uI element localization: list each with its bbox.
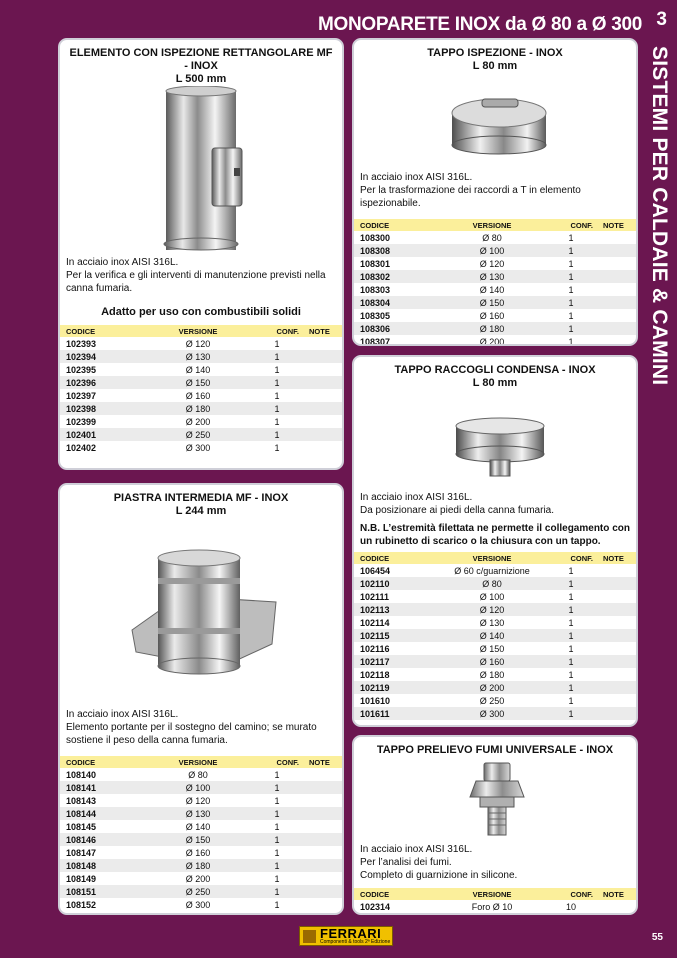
cell-codice: 108307 [360, 336, 391, 346]
col-conf: CONF. [539, 888, 597, 900]
table-row [354, 668, 636, 681]
cell-versione: Ø 100 [439, 244, 539, 257]
cell-versione: Ø 120 [479, 258, 505, 269]
cell-note [303, 872, 342, 885]
table-row [60, 337, 342, 350]
cell-note [303, 441, 342, 454]
cell-codice: 108302 [354, 270, 439, 283]
table-row [60, 389, 342, 402]
description-line: In acciaio inox AISI 316L. [360, 844, 473, 855]
cell-note [303, 781, 342, 794]
product-title [60, 485, 342, 518]
description-line: Da posizionare ai piedi della canna fumaria. [360, 505, 555, 516]
cell-note [597, 564, 636, 577]
cell-versione: Ø 140 [185, 821, 211, 832]
cell-versione: Ø 100 [145, 781, 245, 794]
cell-codice: 102118 [360, 669, 390, 680]
cell-versione: Ø 250 [479, 695, 505, 706]
table-row [354, 642, 636, 655]
product-table [354, 552, 636, 720]
cell-note [597, 707, 636, 720]
product-title-line: TAPPO RACCOGLI CONDENSA - INOX [394, 364, 596, 376]
cell-conf: 1 [245, 807, 303, 820]
cell-versione: Ø 140 [185, 364, 211, 375]
cell-conf: 1 [539, 296, 597, 309]
col-note: NOTE [303, 756, 342, 768]
cell-codice: 108145 [66, 821, 97, 832]
product-description [354, 843, 636, 882]
cell-note [303, 885, 342, 898]
table-row [60, 846, 342, 859]
table-row [60, 350, 342, 363]
table-row [60, 807, 342, 820]
col-versione: VERSIONE [439, 888, 539, 900]
cell-note [303, 833, 342, 846]
cell-versione: Ø 80 [188, 769, 208, 780]
cell-note [597, 616, 636, 629]
table-row [60, 885, 342, 898]
product-length: L 500 mm [175, 73, 227, 85]
cell-note [597, 283, 636, 296]
cell-versione: Ø 150 [439, 296, 539, 309]
cell-note [303, 350, 342, 363]
table-row [354, 616, 636, 629]
col-versione: VERSIONE [145, 756, 245, 768]
cell-note [597, 668, 636, 681]
product-image-flue-sampling-cap [354, 757, 636, 843]
cell-note [597, 244, 636, 257]
product-title [354, 357, 636, 390]
cell-conf: 1 [539, 707, 597, 720]
cell-versione: Ø 130 [145, 807, 245, 820]
cell-note [303, 428, 342, 441]
product-description [60, 256, 342, 295]
col-codice: CODICE [60, 325, 145, 337]
product-title-line: TAPPO ISPEZIONE - INOX [427, 47, 563, 59]
cell-versione: Foro Ø 10 [471, 901, 513, 912]
table-row [354, 681, 636, 694]
col-codice: CODICE [60, 756, 145, 768]
cell-versione: Ø 150 [145, 833, 245, 846]
table-row [60, 898, 342, 911]
cell-codice: 102116 [360, 643, 390, 654]
cell-conf: 1 [245, 885, 303, 898]
table-row [354, 603, 636, 616]
logo-mark-icon [303, 930, 316, 943]
table-row [354, 564, 636, 577]
cell-conf: 1 [245, 376, 303, 389]
cell-conf: 1 [274, 442, 280, 453]
cell-conf: 1 [568, 617, 574, 628]
product-card-tappo-condensa [352, 355, 638, 727]
cell-note [597, 694, 636, 707]
col-codice: CODICE [354, 888, 439, 900]
cell-conf: 1 [539, 655, 597, 668]
product-description [354, 171, 636, 210]
table-row [60, 428, 342, 441]
cell-conf: 1 [568, 232, 574, 243]
usage-note: Adatto per uso con combustibili solidi [101, 306, 301, 318]
cell-note [303, 794, 342, 807]
cell-codice: 108305 [360, 310, 391, 321]
cell-conf: 1 [539, 681, 597, 694]
table-row [60, 833, 342, 846]
product-title [354, 40, 636, 73]
cell-conf: 1 [539, 270, 597, 283]
cell-note [597, 309, 636, 322]
cell-codice: 102398 [60, 402, 145, 415]
cell-conf: 1 [568, 591, 574, 602]
col-conf: CONF. [245, 756, 303, 768]
table-row [60, 768, 342, 781]
cell-note [597, 322, 636, 335]
table-row [354, 655, 636, 668]
brand-logo [299, 926, 393, 946]
product-title [60, 40, 342, 86]
cell-note [597, 296, 636, 309]
col-note: NOTE [597, 552, 636, 564]
cell-versione: Ø 160 [185, 390, 211, 401]
cell-codice: 108149 [66, 873, 97, 884]
product-image-condensate-cap [354, 390, 636, 491]
cell-versione: Ø 180 [145, 859, 245, 872]
cell-versione: Ø 200 [185, 873, 211, 884]
cell-codice: 102119 [354, 681, 439, 694]
cell-codice: 108304 [354, 296, 439, 309]
cell-conf: 1 [274, 364, 280, 375]
cell-conf: 1 [539, 577, 597, 590]
product-table [60, 325, 342, 454]
cell-versione: Ø 180 [439, 322, 539, 335]
cell-note [597, 655, 636, 668]
cell-conf: 1 [245, 402, 303, 415]
cell-codice: 108141 [60, 781, 145, 794]
cell-codice: 102399 [66, 416, 97, 427]
page-number: 55 [651, 932, 663, 943]
cell-note [303, 402, 342, 415]
table-row [60, 820, 342, 833]
cell-codice: 108151 [60, 885, 145, 898]
product-title-line: TAPPO PRELIEVO FUMI UNIVERSALE - INOX [376, 744, 614, 756]
col-codice: CODICE [354, 552, 439, 564]
cell-codice: 102115 [354, 629, 439, 642]
table-row [354, 283, 636, 296]
col-conf: CONF. [245, 325, 303, 337]
brand-tagline: Componenti & tools 2ª Edizione [320, 939, 391, 945]
cell-versione: Ø 120 [185, 338, 211, 349]
cell-codice: 108148 [60, 859, 145, 872]
cell-versione: Ø 250 [145, 428, 245, 441]
description-line: In acciaio inox AISI 316L. [66, 257, 179, 268]
cell-versione: Ø 120 [185, 795, 211, 806]
description-line: Completo di guarnizione in silicone. [360, 870, 518, 881]
col-note: NOTE [597, 888, 636, 900]
cell-conf: 1 [568, 565, 574, 576]
cell-versione: Ø 120 [439, 603, 539, 616]
cell-note [303, 389, 342, 402]
cell-note [597, 577, 636, 590]
side-section-title: SISTEMI PER CALDAIE & CAMINI [648, 46, 671, 386]
col-note: NOTE [597, 219, 636, 231]
cell-note [597, 900, 636, 913]
cell-versione: Ø 100 [479, 591, 505, 602]
cell-versione: Ø 130 [145, 350, 245, 363]
cell-note [303, 820, 342, 833]
description-line: In acciaio inox AISI 316L. [360, 492, 473, 503]
table-row [60, 402, 342, 415]
cell-codice: 108146 [60, 833, 145, 846]
cell-versione: Ø 300 [185, 442, 211, 453]
cell-conf: 1 [568, 695, 574, 706]
cell-codice: 101610 [360, 695, 391, 706]
cell-conf: 1 [539, 244, 597, 257]
cell-note [303, 846, 342, 859]
table-row [60, 363, 342, 376]
cell-codice: 102402 [66, 442, 97, 453]
table-row [354, 231, 636, 244]
cell-note [303, 898, 342, 911]
col-versione: VERSIONE [439, 552, 539, 564]
cell-codice: 102396 [60, 376, 145, 389]
cell-note [597, 629, 636, 642]
product-card-tappo-ispezione [352, 38, 638, 346]
table-row [60, 794, 342, 807]
cell-codice: 102401 [60, 428, 145, 441]
section-number: 3 [656, 9, 667, 30]
cell-conf: 1 [245, 428, 303, 441]
table-row [60, 872, 342, 885]
table-row [60, 376, 342, 389]
cell-note [303, 415, 342, 428]
cell-note [597, 231, 636, 244]
description-line: Per la verifica e gli interventi di manutenzione previsti nella canna fumaria. [66, 270, 326, 294]
cell-conf: 1 [245, 350, 303, 363]
cell-codice: 102314 [360, 901, 391, 912]
cell-codice: 108301 [360, 258, 391, 269]
table-row [354, 577, 636, 590]
cell-codice: 102111 [360, 591, 390, 602]
table-row [354, 257, 636, 270]
table-row [354, 322, 636, 335]
cell-codice: 108144 [60, 807, 145, 820]
table-row [354, 309, 636, 322]
product-title-line: ELEMENTO CON ISPEZIONE RETTANGOLARE MF [69, 47, 333, 59]
col-codice: CODICE [354, 219, 439, 231]
table-row [354, 694, 636, 707]
description-line: In acciaio inox AISI 316L. [66, 709, 179, 720]
cell-versione: Ø 200 [479, 336, 505, 346]
cell-versione: Ø 300 [439, 707, 539, 720]
cell-conf: 1 [568, 258, 574, 269]
cell-conf: 1 [539, 629, 597, 642]
cell-versione: Ø 200 [439, 681, 539, 694]
cell-codice: 108300 [360, 232, 391, 243]
cell-note [597, 257, 636, 270]
cell-codice: 102393 [66, 338, 97, 349]
table-row [354, 707, 636, 720]
description-line: Per l’analisi dei fumi. [360, 857, 452, 868]
cell-versione: Ø 300 [185, 899, 211, 910]
cell-note [597, 270, 636, 283]
cell-conf: 1 [568, 284, 574, 295]
table-row [354, 244, 636, 257]
product-card-tappo-prelievo [352, 735, 638, 915]
table-row [354, 335, 636, 346]
description-line: Elemento portante per il sostegno del camino; se murato sostiene il peso della canna fumaria. [66, 722, 317, 746]
product-title-line: - INOX [184, 60, 218, 72]
cell-conf: 1 [568, 336, 574, 346]
cell-note [597, 335, 636, 346]
cell-conf: 1 [274, 795, 280, 806]
cell-codice: 108306 [354, 322, 439, 335]
cell-versione: Ø 180 [145, 402, 245, 415]
product-length: L 80 mm [472, 377, 518, 389]
cell-conf: 1 [245, 859, 303, 872]
cell-conf: 1 [274, 821, 280, 832]
cell-codice: 108147 [66, 847, 97, 858]
cell-codice: 102113 [354, 603, 439, 616]
cell-conf: 1 [274, 873, 280, 884]
col-versione: VERSIONE [439, 219, 539, 231]
cell-versione: Ø 160 [185, 847, 211, 858]
cell-note [597, 642, 636, 655]
cell-codice: 108303 [360, 284, 391, 295]
cell-codice: 102110 [354, 577, 439, 590]
brand-name: FERRARI [320, 926, 382, 941]
cell-conf: 1 [245, 781, 303, 794]
col-conf: CONF. [539, 552, 597, 564]
cell-versione: Ø 80 [482, 232, 502, 243]
cell-versione: Ø 130 [479, 617, 505, 628]
cell-note [303, 337, 342, 350]
product-image-support-plate [60, 518, 342, 708]
product-table [354, 888, 636, 913]
cell-conf: 1 [568, 310, 574, 321]
cell-codice: 101611 [354, 707, 439, 720]
cell-versione: Ø 80 [439, 577, 539, 590]
table-row [60, 441, 342, 454]
table-row [354, 270, 636, 283]
col-versione: VERSIONE [145, 325, 245, 337]
cell-versione: Ø 140 [439, 629, 539, 642]
cell-conf: 1 [274, 769, 280, 780]
cell-note [303, 363, 342, 376]
cell-versione: Ø 250 [145, 885, 245, 898]
cell-note [303, 376, 342, 389]
cell-versione: Ø 150 [145, 376, 245, 389]
product-title [354, 737, 636, 757]
cell-versione: Ø 200 [185, 416, 211, 427]
product-table [354, 219, 636, 346]
cell-note [597, 681, 636, 694]
cell-conf: 1 [274, 899, 280, 910]
cell-codice: 102394 [60, 350, 145, 363]
table-row [354, 296, 636, 309]
cell-conf: 1 [568, 643, 574, 654]
cell-versione: Ø 60 c/guarnizione [454, 565, 530, 576]
cell-conf: 1 [539, 322, 597, 335]
cell-codice: 102117 [354, 655, 439, 668]
table-row [354, 629, 636, 642]
cell-codice: 108143 [66, 795, 97, 806]
product-title-line: PIASTRA INTERMEDIA MF - INOX [113, 492, 289, 504]
cell-conf: 1 [568, 669, 574, 680]
product-length: L 244 mm [175, 505, 227, 517]
table-row [354, 590, 636, 603]
cell-conf: 1 [539, 603, 597, 616]
cell-conf: 1 [274, 390, 280, 401]
description-line: Per la trasformazione dei raccordi a T in elemento ispezionabile. [360, 185, 581, 209]
col-conf: CONF. [539, 219, 597, 231]
cell-note [597, 603, 636, 616]
cell-note [597, 590, 636, 603]
cell-codice: 102114 [360, 617, 390, 628]
description-line: In acciaio inox AISI 316L. [360, 172, 473, 183]
product-description [354, 491, 636, 517]
cell-conf: 10 [565, 901, 576, 912]
cell-versione: Ø 140 [479, 284, 505, 295]
product-table [60, 756, 342, 911]
cell-note [303, 859, 342, 872]
product-length: L 80 mm [472, 60, 518, 72]
cell-codice: 102397 [66, 390, 97, 401]
cell-versione: Ø 150 [479, 643, 505, 654]
product-description [60, 708, 342, 747]
cell-codice: 108308 [354, 244, 439, 257]
table-row [60, 781, 342, 794]
cell-conf: 1 [245, 833, 303, 846]
product-image-inspection-cap [354, 73, 636, 171]
table-row [354, 900, 636, 913]
cell-codice: 108152 [66, 899, 97, 910]
cell-conf: 1 [274, 416, 280, 427]
cell-codice: 108140 [66, 769, 97, 780]
table-row [60, 859, 342, 872]
cell-codice: 106454 [360, 565, 391, 576]
cell-conf: 1 [274, 338, 280, 349]
nb-note: N.B. L’estremità filettata ne permette il collegamento con un rubinetto di scarico o la chiusura con un tappo. [360, 523, 630, 547]
cell-versione: Ø 160 [439, 655, 539, 668]
cell-note [303, 768, 342, 781]
col-note: NOTE [303, 325, 342, 337]
cell-versione: Ø 180 [479, 669, 505, 680]
product-image-inspection-pipe [60, 86, 342, 256]
cell-conf: 1 [274, 847, 280, 858]
cell-versione: Ø 130 [439, 270, 539, 283]
cell-codice: 102395 [66, 364, 97, 375]
product-card-piastra-intermedia [58, 483, 344, 915]
cell-note [303, 807, 342, 820]
table-row [60, 415, 342, 428]
product-card-elemento-ispezione [58, 38, 344, 470]
page-title: MONOPARETE INOX da Ø 80 a Ø 300 [318, 14, 642, 35]
cell-versione: Ø 160 [479, 310, 505, 321]
